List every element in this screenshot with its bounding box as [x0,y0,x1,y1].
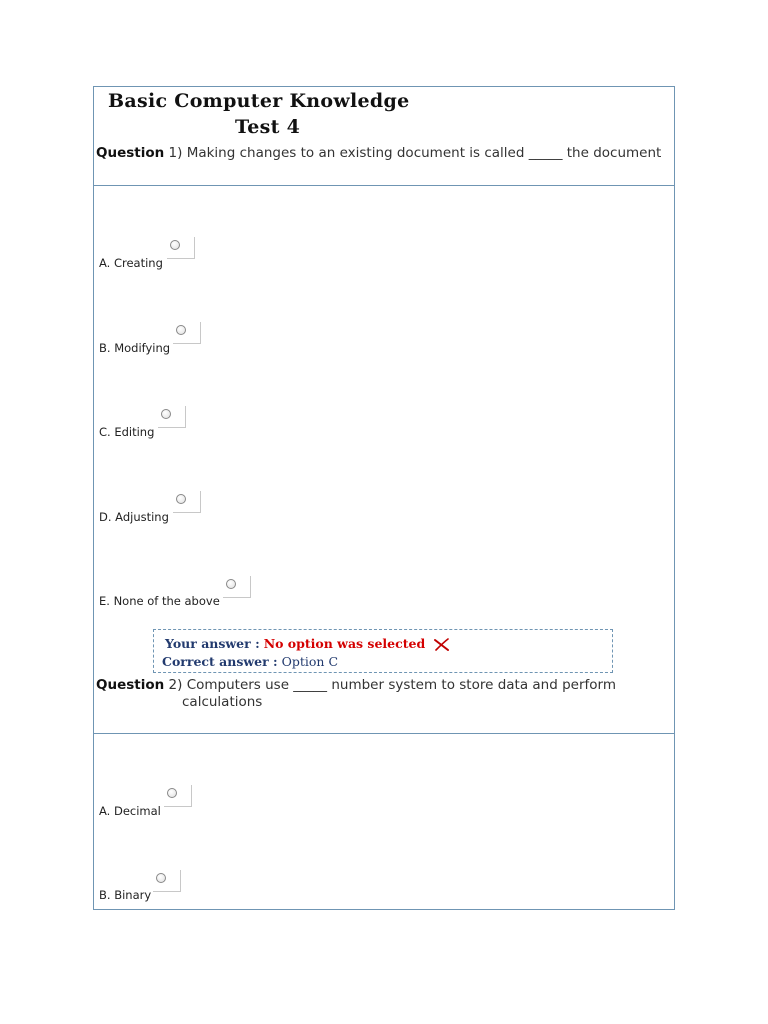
q1-option-a[interactable] [99,256,163,270]
correct-answer-label: Correct answer : [162,654,278,669]
q2-option-a-radio[interactable] [164,785,192,807]
your-answer-row [165,636,451,652]
radio-icon[interactable] [176,494,186,504]
radio-icon[interactable] [170,240,180,250]
radio-icon[interactable] [176,325,186,335]
page-title [108,89,409,114]
q1-option-b-radio[interactable] [173,322,201,344]
title-line-2: Test 4 [235,116,301,138]
radio-icon[interactable] [161,409,171,419]
question-1 [96,145,661,162]
divider [94,185,674,186]
correct-answer-row [162,654,338,669]
q2-option-b-radio[interactable] [153,870,181,892]
q1-option-b[interactable] [99,341,170,355]
q1-option-d-radio[interactable] [173,491,201,513]
q1-option-e[interactable] [99,594,220,608]
option-label: A. Creating [99,256,163,270]
option-label: D. Adjusting [99,510,169,524]
question-2-text-continued: calculations [182,694,263,710]
question-1-text: 1) Making changes to an existing document is called _____ the document [164,145,662,161]
q1-option-a-radio[interactable] [167,237,195,259]
answer-feedback-box [153,629,613,673]
question-2-text: 2) Computers use _____ number system to store data and perform [164,677,616,693]
q1-option-d[interactable] [99,510,169,524]
x-icon [433,638,451,652]
q1-option-c-radio[interactable] [158,406,186,428]
question-1-prefix: Question [96,145,165,161]
radio-icon[interactable] [167,788,177,798]
radio-icon[interactable] [156,873,166,883]
q2-option-a[interactable] [99,804,161,818]
question-2 [96,677,666,711]
q1-option-c[interactable] [99,425,154,439]
q2-option-b[interactable] [99,888,151,902]
q1-option-e-radio[interactable] [223,576,251,598]
radio-icon[interactable] [226,579,236,589]
divider [94,733,674,734]
option-label: A. Decimal [99,804,161,818]
option-label: B. Binary [99,888,152,902]
question-2-prefix: Question [96,677,165,693]
option-label: B. Modifying [99,341,171,355]
page-subtitle [235,115,300,140]
your-answer-label: Your answer : [165,636,260,651]
option-label: C. Editing [99,425,155,439]
option-label: E. None of the above [99,594,220,608]
correct-answer-value: Option C [281,654,339,669]
your-answer-value: No option was selected [263,636,426,651]
title-line-1: Basic Computer Knowledge [108,90,410,112]
